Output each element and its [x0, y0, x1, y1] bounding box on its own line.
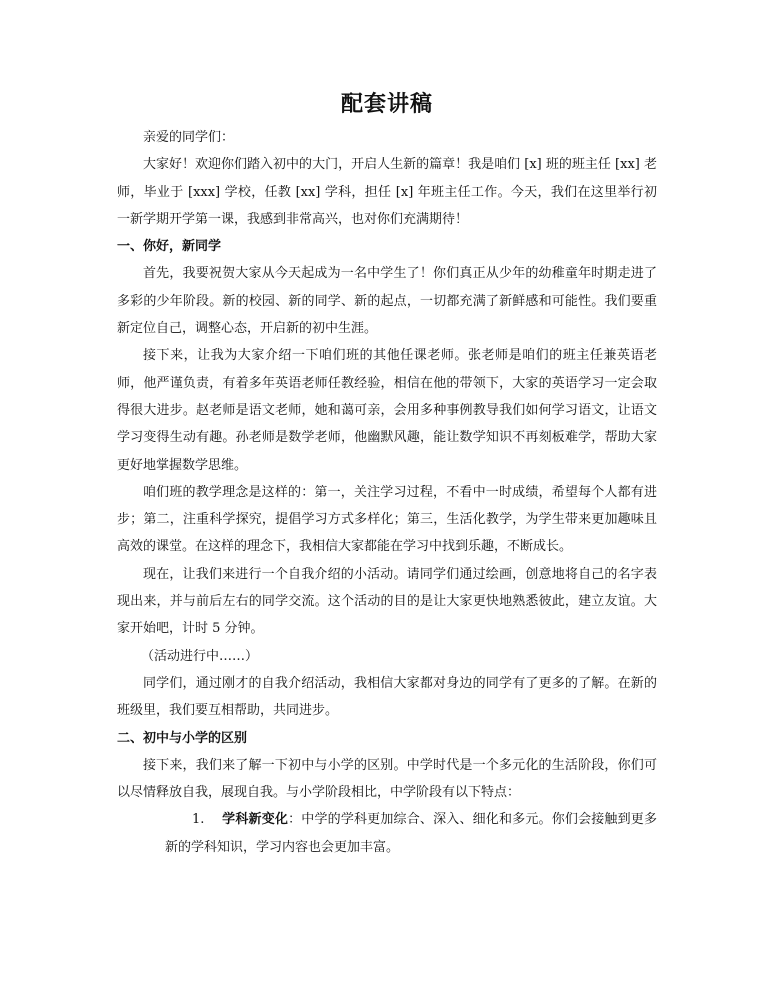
list-term: 学科新变化 [222, 812, 289, 828]
greeting: 亲爱的同学们： [143, 130, 235, 145]
paragraph: 接下来，让我为大家介绍一下咱们班的其他任课老师。张老师是咱们的班主任兼英语老师，他严谨负责，有着多年英语老师任教经验，相信在他的带领下，大家的英语学习一定会取得很大进步。赵老师是语文老师，她和蔼可亲，会用多种事例教导我们如何学习语文，让语文学习变得生动有趣。孙老师是数学老师，他幽默风趣，能让数学知识不再刻板难学，帮助大家更好地掌握数学思维。 [117, 348, 657, 473]
paragraph: 首先，我要祝贺大家从今天起成为一名中学生了！你们真正从少年的幼稚童年时期走进了多彩的少年阶段。新的校园、新的同学、新的起点，一切都充满了新鲜感和可能性。我们要重新定位自己，调整心态，开启新的初中生涯。 [117, 266, 657, 337]
activity-note: （活动进行中……） [141, 648, 259, 664]
paragraph: 同学们，通过刚才的自我介绍活动，我相信大家都对身边的同学有了更多的了解。在新的班级里，我们要互相帮助，共同进步。 [117, 675, 657, 719]
intro-paragraph: 大家好！欢迎你们踏入初中的大门，开启人生新的篇章！我是咱们 [x] 班的班主任 [xx] 老师，毕业于 [xxx] 学校，任教 [xx] 学科，担任 [x] 年班主任工作。今天，我们在这里举行初一新学期开学第一课，我感到非常高兴，也对你们充满期待！ [117, 157, 657, 227]
document-title: 配套讲稿 [340, 91, 433, 117]
paragraph: 咱们班的教学理念是这样的：第一，关注学习过程，不看中一时成绩，希望每个人都有进步；第二，注重科学探究，提倡学习方式多样化；第三，生活化教学，为学生带来更加趣味且高效的课堂。在这样的理念下，我相信大家都能在学习中找到乐趣，不断成长。 [117, 484, 657, 555]
paragraph: 现在，让我们来进行一个自我介绍的小活动。请同学们通过绘画，创意地将自己的名字表现出来，并与前后左右的同学交流。这个活动的目的是让大家更快地熟悉彼此，建立友谊。大家开始吧，计时 5 分钟。 [117, 566, 657, 637]
section-2-intro: 接下来，我们来了解一下初中与小学的区别。中学时代是一个多元化的生活阶段，你们可以尽情释放自我，展现自我。与小学阶段相比，中学阶段有以下特点： [117, 757, 657, 801]
list-item [165, 806, 657, 861]
list-number: 1. [192, 812, 205, 828]
section-2-heading: 二、初中与小学的区别 [117, 730, 248, 746]
section-1-heading: 一、你好，新同学 [117, 239, 222, 255]
list-text: ：中学的学科更加综合、深入、细化和多元。你们会接触到更多新的学科知识，学习内容也会更加丰富。 [165, 812, 657, 855]
document-page [117, 88, 657, 861]
